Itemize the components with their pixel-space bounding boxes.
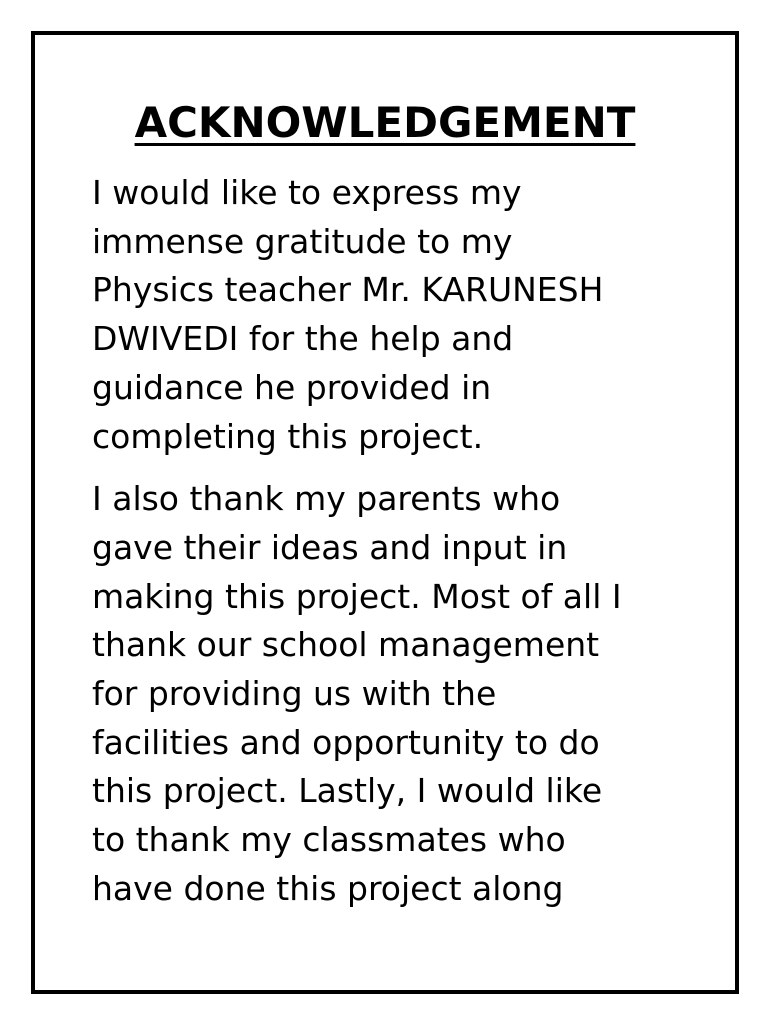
paragraph-parents-school-thanks: I also thank my parents who gave their ideas and input in making this project. Most of all I thank our school management for providing us with the facilities and opportunity to do this project. Lastly, I would like to thank my classmates who have done this project along: [92, 479, 622, 908]
acknowledgement-body: [92, 169, 702, 914]
paragraph-teacher-thanks: I would like to express my immense gratitude to my Physics teacher Mr. KARUNESH DWIVEDI for the help and guidance he provided in completing this project.: [92, 173, 604, 456]
page-title: ACKNOWLEDGEMENT: [134, 98, 636, 147]
page-border: [31, 31, 739, 994]
